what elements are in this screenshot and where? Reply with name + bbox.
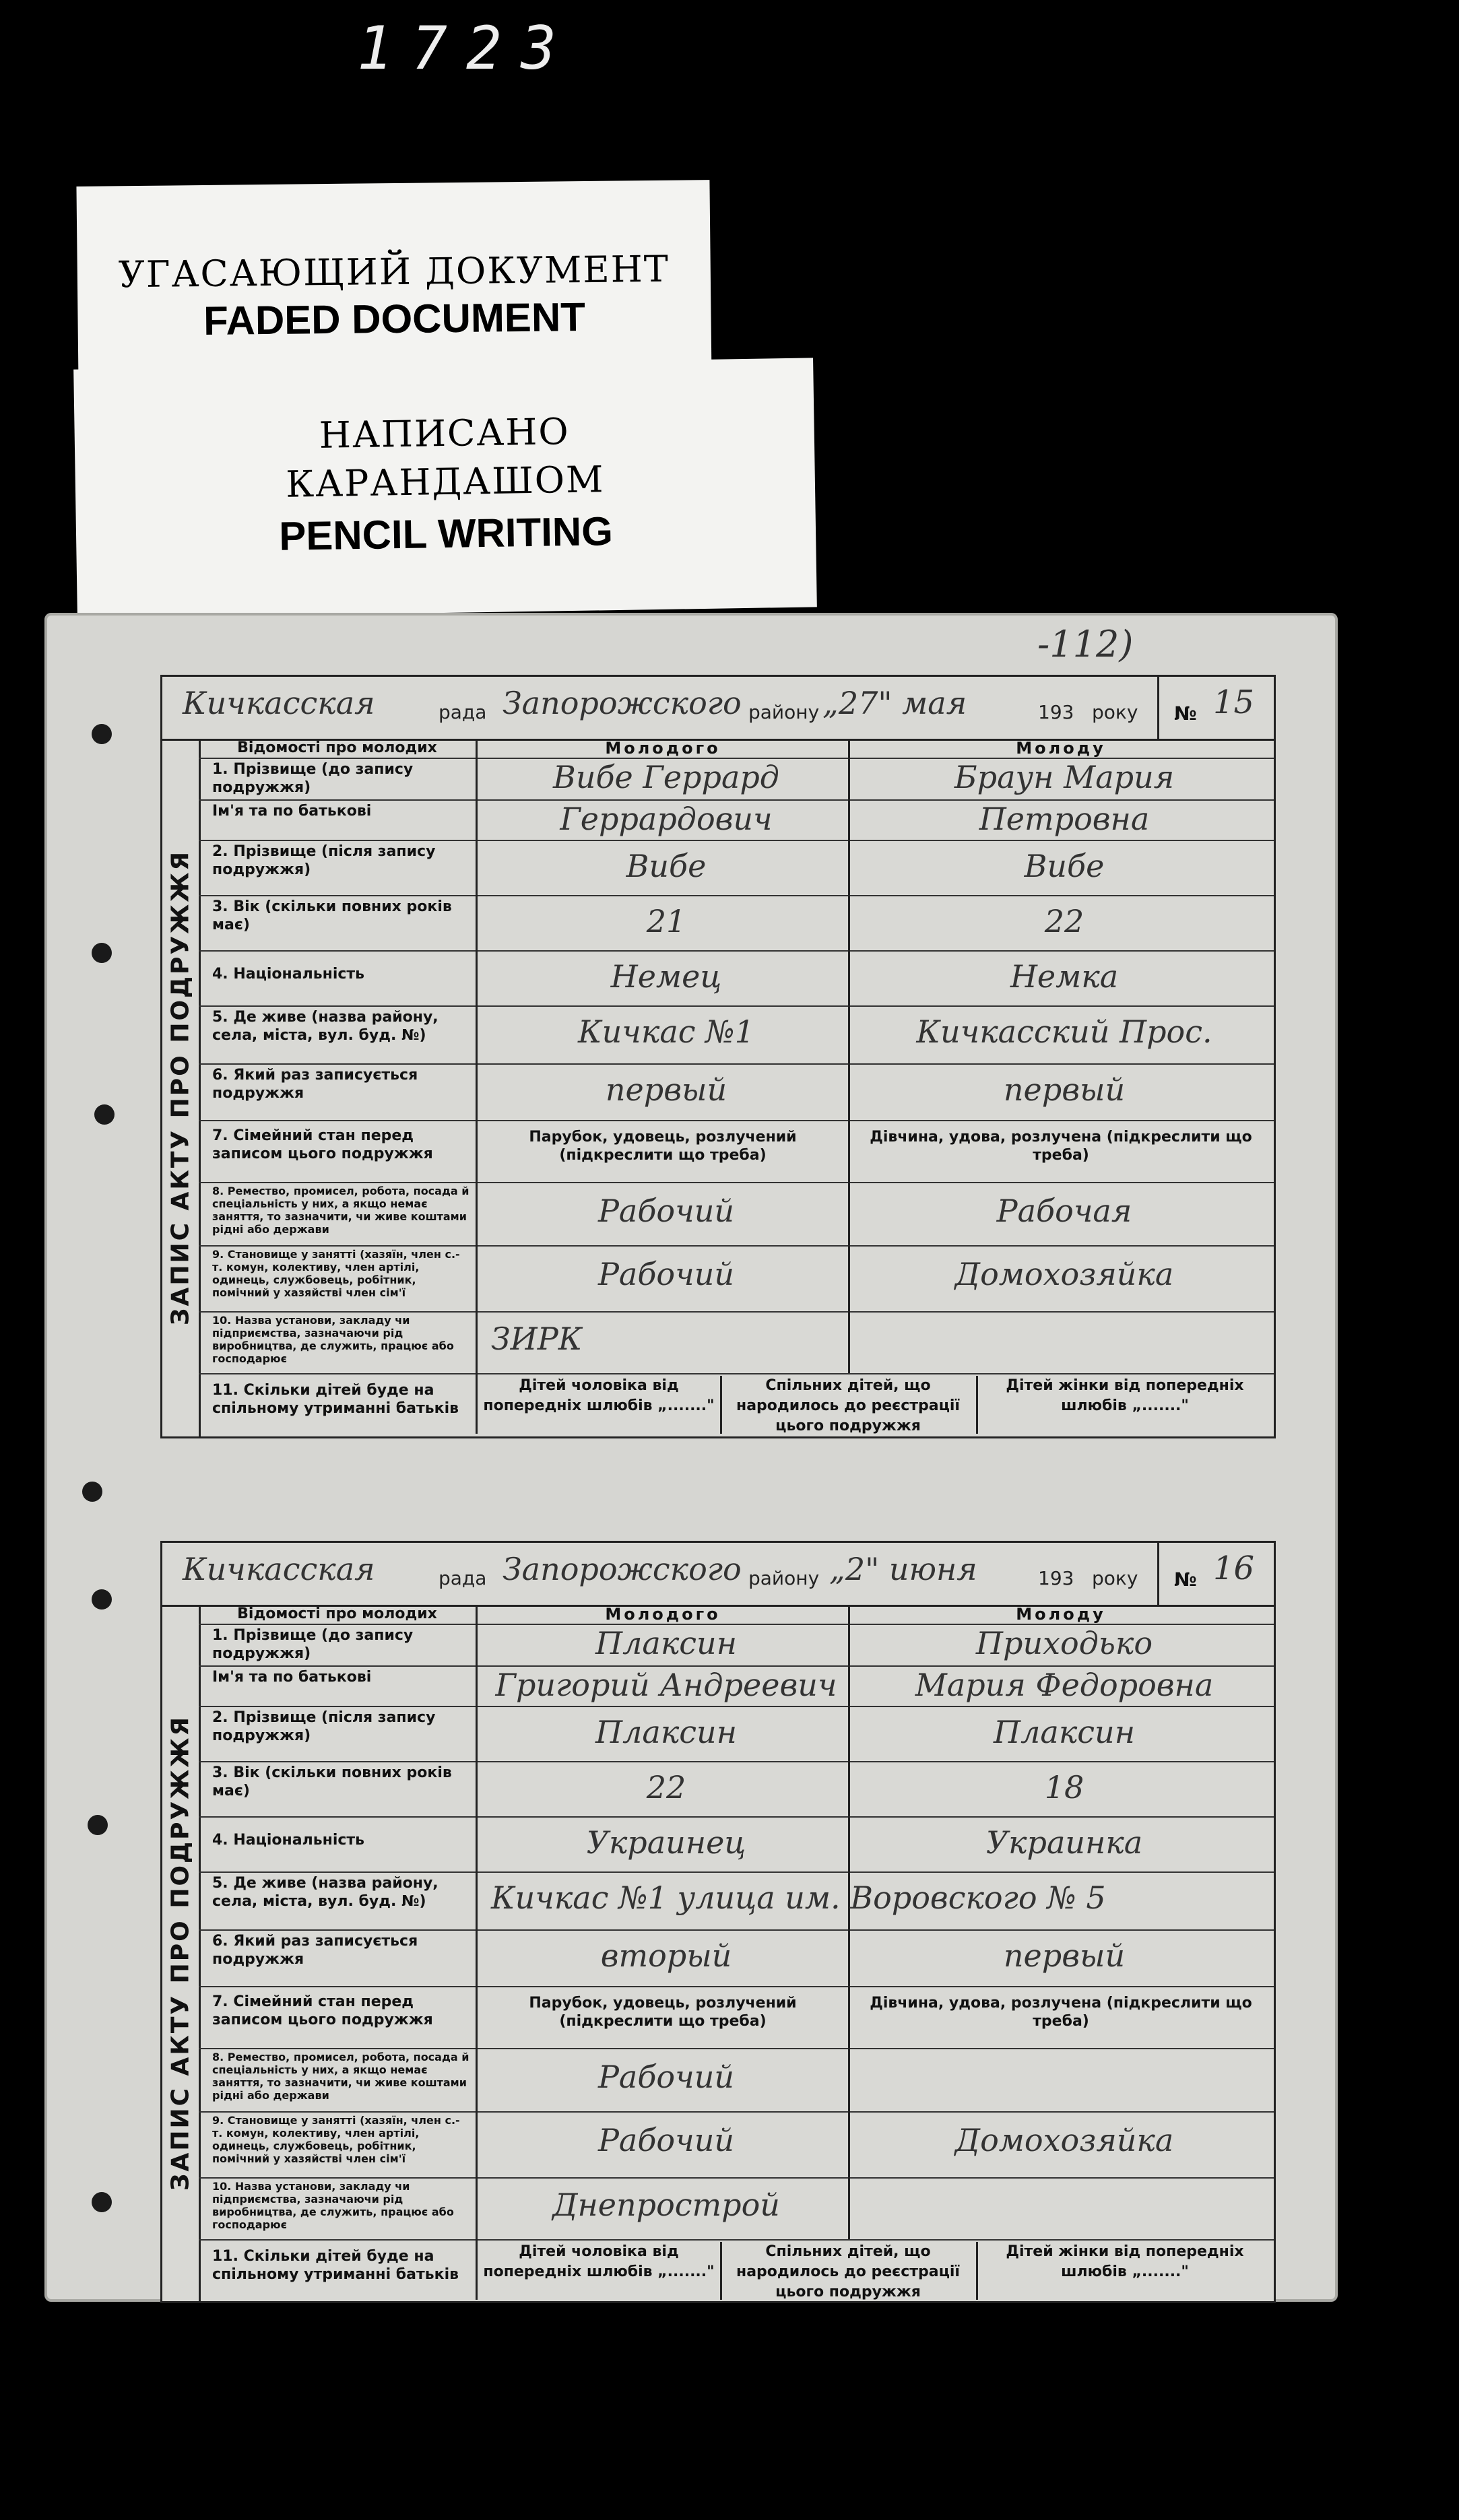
field-label: 3. Вік (скільки повних років має): [199, 1761, 478, 1816]
faded-label-russian: УГАСАЮЩИЙ ДОКУМЕНТ: [118, 247, 670, 296]
field-label: 4. Національність: [199, 950, 478, 1005]
bride-value: Мария Федоровна: [915, 1667, 1214, 1703]
record-number: 16: [1213, 1550, 1255, 1587]
field-label: 1. Прізвище (до запису подружжя): [199, 1624, 478, 1665]
rada-value: Кичкасская: [183, 1551, 375, 1587]
groom-value: Плаксин: [595, 1714, 737, 1750]
row-employer: [199, 2177, 1274, 2241]
bride-value: Украинка: [985, 1824, 1143, 1861]
pencil-writing-label: [73, 358, 817, 618]
row-residence: [199, 1005, 1274, 1065]
row-surname-before: [199, 1624, 1274, 1667]
faded-label-english: FADED DOCUMENT: [203, 294, 586, 343]
groom-value: ЗИРК: [491, 1321, 583, 1357]
bride-value: Домохозяйка: [954, 2122, 1174, 2158]
groom-value: Плаксин: [595, 1625, 737, 1661]
rik-label: року: [1092, 701, 1138, 723]
year-label: 193: [1038, 1567, 1074, 1589]
row-name-patronymic: [199, 799, 1274, 841]
bride-value: Петровна: [979, 801, 1150, 837]
side-title-text: ЗАПИС АКТУ ПРО ПОДРУЖЖЯ: [166, 1715, 195, 2191]
row-name-patronymic: [199, 1665, 1274, 1707]
bride-value: Кичкасский Прос.: [916, 1014, 1212, 1050]
field-label: 8. Ремество, промисел, робота, посада й спеціальність у них, а якщо немає заняття, то зазначити, чи живе коштами рідні або держави: [199, 2048, 478, 2111]
groom-header: Молодого: [605, 739, 721, 758]
groom-value: Кичкас №1 улица им. Воровского № 5: [491, 1880, 1106, 1916]
marriage-record-16: [160, 1541, 1276, 2303]
groom-value: Украинец: [586, 1824, 746, 1861]
page-number: -112): [1037, 623, 1134, 665]
number-sign: №: [1174, 702, 1197, 725]
row-nationality: [199, 1816, 1274, 1873]
pencil-label-russian-1: НАПИСАНО: [319, 410, 571, 457]
groom-header: Молодого: [605, 1605, 721, 1624]
binding-hole: [92, 724, 112, 744]
record-table: [199, 1605, 1274, 2301]
groom-value: Рабочий: [597, 1193, 734, 1229]
binding-hole: [82, 1482, 102, 1502]
groom-value: вторый: [600, 1937, 732, 1974]
groom-value: Рабочий: [597, 1256, 734, 1292]
row-employment-status: [199, 2111, 1274, 2179]
date-value: „2" июня: [829, 1551, 977, 1587]
field-label: 7. Сімейний стан перед записом цього подружжя: [199, 1120, 478, 1182]
field-label: 11. Скільки дітей буде на спільному утриманні батьків: [199, 1373, 478, 1434]
record-number: 15: [1213, 684, 1255, 721]
row-marital-status: [199, 1120, 1274, 1183]
bride-value: Рабочая: [996, 1193, 1132, 1229]
field-label: 9. Становище у занятті (хазяїн, член с.-т. комун, колективу, член артілі, одинець, службовець, робітник, помічний у хазяйстві член сім'ї: [199, 1245, 478, 1311]
bride-value: Домохозяйка: [954, 1256, 1174, 1292]
bride-value: Плаксин: [994, 1714, 1135, 1750]
bride-value: Приходько: [975, 1625, 1153, 1661]
field-label: 1. Прізвище (до запису подружжя): [199, 758, 478, 799]
binding-hole: [88, 1815, 108, 1835]
microfilm-frame-number: 1723: [357, 13, 575, 83]
groom-value: Вибе: [626, 848, 707, 884]
pencil-label-english: PENCIL WRITING: [278, 508, 614, 559]
bride-marital-prompt: Дівчина, удова, розлучена (підкреслити що треба): [870, 1129, 1252, 1164]
binding-hole: [94, 1104, 115, 1125]
date-value: „27" мая: [822, 685, 967, 721]
table-head-row: [199, 739, 1274, 759]
row-surname-after: [199, 1706, 1274, 1762]
rayon-value: Запорожского: [502, 1551, 742, 1587]
field-label: 5. Де живе (назва району, села, міста, вул. буд. №): [199, 1005, 478, 1063]
row-surname-before: [199, 758, 1274, 801]
rada-label: рада: [439, 1567, 487, 1589]
field-label: 6. Який раз записується подружжя: [199, 1929, 478, 1986]
groom-value: Днепрострой: [552, 2187, 780, 2223]
field-label: 8. Ремество, промисел, робота, посада й спеціальність у них, а якщо немає заняття, то зазначити, чи живе коштами рідні або держави: [199, 1182, 478, 1245]
groom-value: Вибе Геррард: [553, 759, 779, 795]
groom-value: Геррардович: [560, 801, 773, 837]
marriage-record-15: [160, 675, 1276, 1438]
field-label: 2. Прізвище (після запису подружжя): [199, 1706, 478, 1761]
husband-children-label: Дітей чоловіка від попередніх шлюбів „.......": [478, 2242, 722, 2300]
binding-hole: [92, 1589, 112, 1610]
groom-value: Немец: [610, 958, 722, 995]
side-title: [162, 1605, 201, 2301]
row-children: [199, 1373, 1274, 1434]
binding-hole: [92, 2192, 112, 2212]
bride-marital-prompt: Дівчина, удова, розлучена (підкреслити що треба): [870, 1995, 1252, 2030]
rik-label: року: [1092, 1567, 1138, 1589]
bride-value: 18: [1044, 1769, 1084, 1805]
row-marriage-count: [199, 1063, 1274, 1121]
field-label: 4. Національність: [199, 1816, 478, 1871]
record-header: [162, 1543, 1274, 1607]
field-header: Відомості про молодих: [199, 1605, 478, 1624]
row-age: [199, 895, 1274, 952]
row-occupation: [199, 1182, 1274, 1247]
bride-value: Немка: [1010, 958, 1119, 995]
field-label: 6. Який раз записується подружжя: [199, 1063, 478, 1120]
bride-value: 22: [1044, 903, 1084, 939]
rada-value: Кичкасская: [183, 685, 375, 721]
field-label: 10. Назва установи, закладу чи підприємства, зазначаючи рід виробництва, де служить, працює або господарює: [199, 1311, 478, 1373]
field-label: 5. Де живе (назва району, села, міста, вул. буд. №): [199, 1871, 478, 1929]
field-label: 2. Прізвище (після запису подружжя): [199, 840, 478, 895]
wife-children-label: Дітей жінки від попередніх шлюбів „.......": [1006, 2243, 1244, 2280]
common-children-label: Спільних дітей, що народилось до реєстрації цього подружжя: [720, 1376, 978, 1434]
field-header: Відомості про молодих: [199, 739, 478, 758]
bride-header: Молоду: [1016, 1605, 1106, 1624]
row-marriage-count: [199, 1929, 1274, 1987]
field-label: 9. Становище у занятті (хазяїн, член с.-т. комун, колективу, член артілі, одинець, службовець, робітник, помічний у хазяйстві член сім'ї: [199, 2111, 478, 2177]
groom-marital-prompt: Парубок, удовець, розлучений (підкреслити що треба): [529, 1129, 797, 1164]
rayon-value: Запорожского: [502, 685, 742, 721]
row-employment-status: [199, 1245, 1274, 1313]
row-marital-status: [199, 1986, 1274, 2049]
field-label: 10. Назва установи, закладу чи підприємства, зазначаючи рід виробництва, де служить, працює або господарює: [199, 2177, 478, 2239]
field-label: Ім'я та по батькові: [199, 799, 478, 840]
groom-value: Кичкас №1: [578, 1014, 754, 1050]
row-children: [199, 2239, 1274, 2300]
row-residence: [199, 1871, 1274, 1931]
groom-value: Григорий Андреевич: [495, 1667, 837, 1703]
faded-document-label: [76, 180, 711, 389]
pencil-label-russian-2: КАРАНДАШОМ: [285, 458, 605, 506]
row-occupation: [199, 2048, 1274, 2113]
field-label: Ім'я та по батькові: [199, 1665, 478, 1706]
side-title-text: ЗАПИС АКТУ ПРО ПОДРУЖЖЯ: [166, 849, 195, 1326]
number-sign: №: [1174, 1568, 1197, 1591]
row-employer: [199, 1311, 1274, 1374]
wife-children-label: Дітей жінки від попередніх шлюбів „.......": [1006, 1377, 1244, 1414]
bride-value: первый: [1003, 1937, 1126, 1974]
record-number-box: [1157, 1543, 1274, 1605]
field-label: 7. Сімейний стан перед записом цього подружжя: [199, 1986, 478, 2048]
bride-value: Браун Мария: [954, 759, 1175, 795]
row-nationality: [199, 950, 1274, 1007]
field-label: 3. Вік (скільки повних років має): [199, 895, 478, 950]
side-title: [162, 739, 201, 1436]
groom-value: Рабочий: [597, 2122, 734, 2158]
row-surname-after: [199, 840, 1274, 896]
rada-label: рада: [439, 701, 487, 723]
binding-hole: [92, 943, 112, 963]
record-number-box: [1157, 677, 1274, 739]
bride-value: первый: [1003, 1071, 1126, 1108]
husband-children-label: Дітей чоловіка від попередніх шлюбів „.......": [478, 1376, 722, 1434]
rayon-label: району: [748, 1567, 820, 1589]
bride-header: Молоду: [1016, 739, 1106, 758]
groom-marital-prompt: Парубок, удовець, розлучений (підкреслити що треба): [529, 1995, 797, 2030]
groom-value: Рабочий: [597, 2059, 734, 2095]
groom-value: первый: [605, 1071, 727, 1108]
table-head-row: [199, 1605, 1274, 1625]
row-age: [199, 1761, 1274, 1818]
field-label: 11. Скільки дітей буде на спільному утриманні батьків: [199, 2239, 478, 2300]
groom-value: 21: [646, 903, 686, 939]
record-header: [162, 677, 1274, 741]
record-table: [199, 739, 1274, 1436]
common-children-label: Спільних дітей, що народилось до реєстрації цього подружжя: [720, 2242, 978, 2300]
year-label: 193: [1038, 701, 1074, 723]
rayon-label: району: [748, 701, 820, 723]
bride-value: Вибе: [1024, 848, 1105, 884]
groom-value: 22: [646, 1769, 686, 1805]
